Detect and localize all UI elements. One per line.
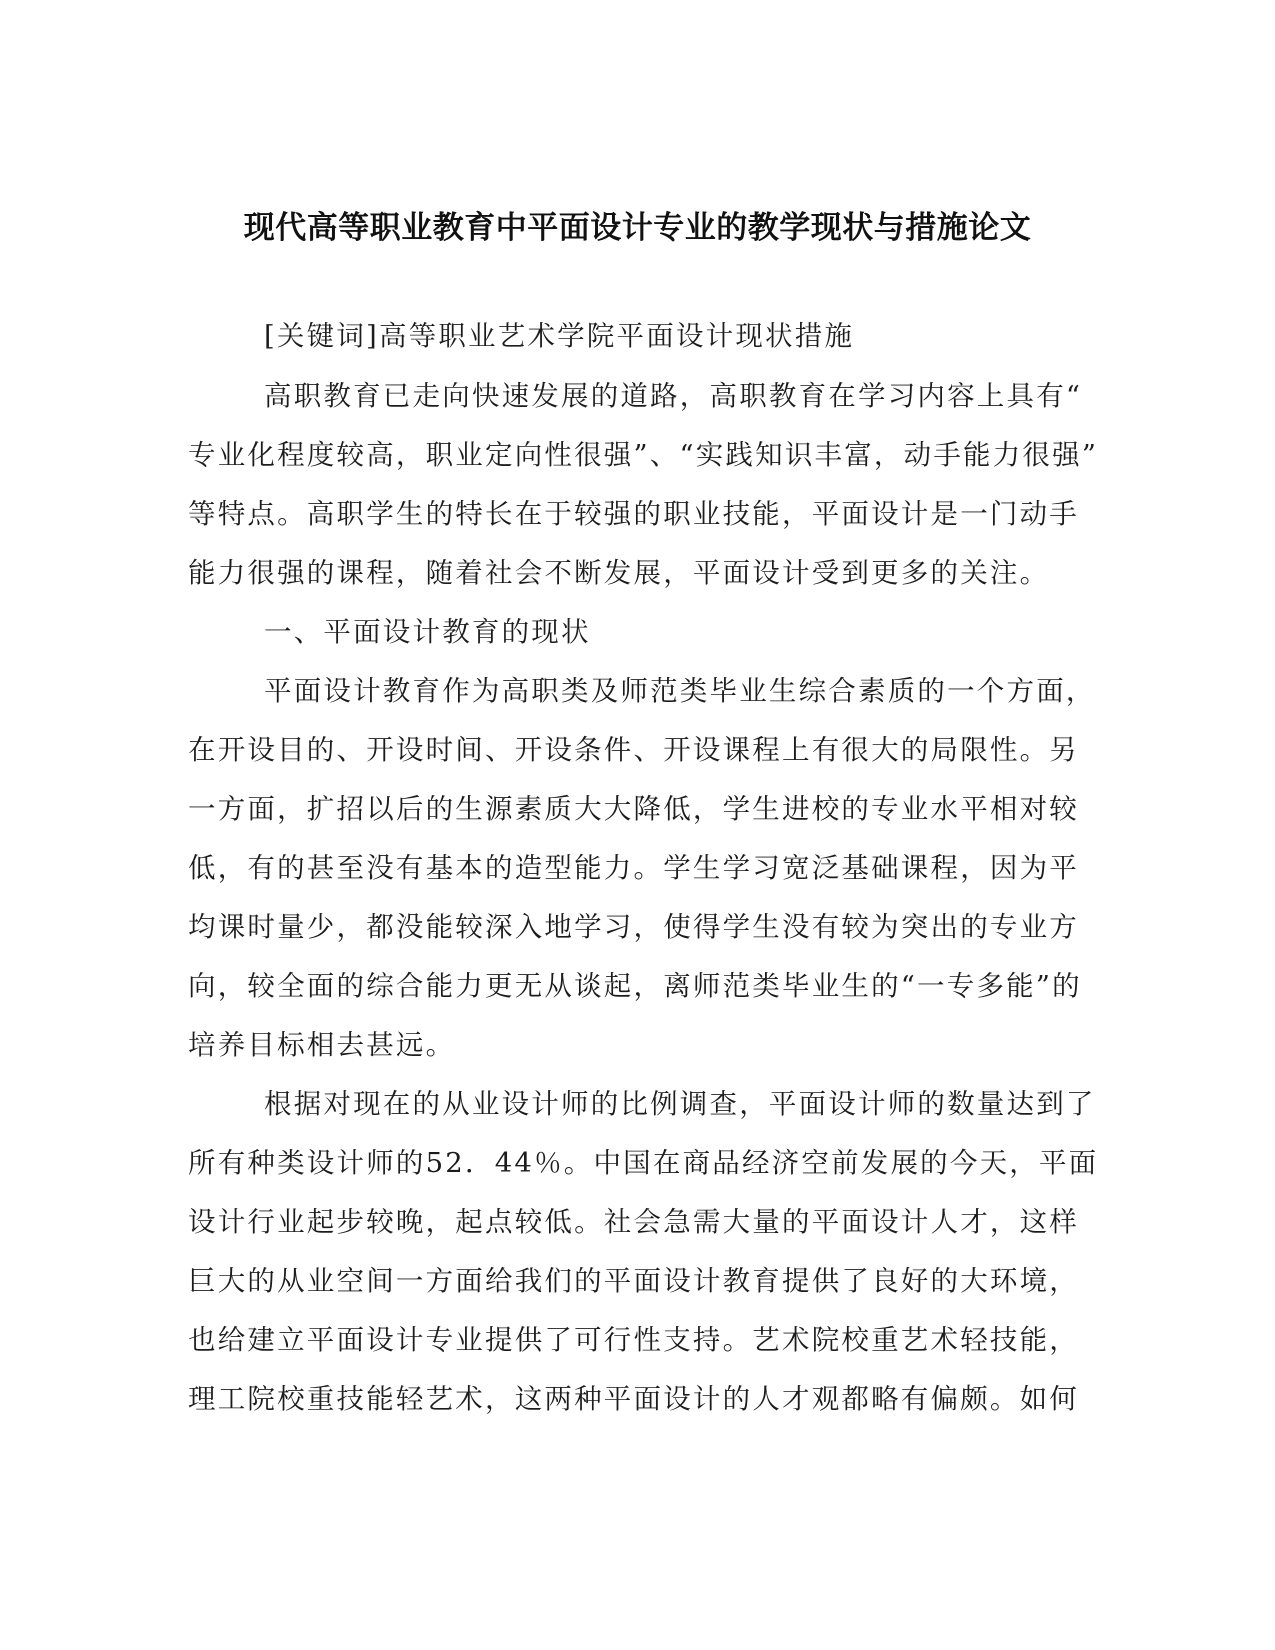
paragraph-line: 培养目标相去甚远。 xyxy=(188,1029,456,1061)
paragraph-line: 理工院校重技能轻艺术，这两种平面设计的人才观都略有偏颇。如何 xyxy=(188,1383,1079,1415)
paragraph-line: 高职教育已走向快速发展的道路，高职教育在学习内容上具有“ xyxy=(264,380,1083,412)
paragraph-line: 在开设目的、开设时间、开设条件、开设课程上有很大的局限性。另 xyxy=(188,734,1079,766)
paragraph-line: 专业化程度较高，职业定向性很强”、“实践知识丰富，动手能力很强” xyxy=(188,439,1099,471)
paragraph-line: 等特点。高职学生的特长在于较强的职业技能，平面设计是一门动手 xyxy=(188,498,1079,530)
paragraph-line: 根据对现在的从业设计师的比例调查，平面设计师的数量达到了 xyxy=(264,1088,1096,1120)
document-title: 现代高等职业教育中平面设计专业的教学现状与措施论文 xyxy=(243,210,1032,246)
paragraph-line: 所有种类设计师的52．44％。中国在商品经济空前发展的今天，平面 xyxy=(188,1147,1099,1179)
keywords-line: [关键词]高等职业艺术学院平面设计现状措施 xyxy=(264,320,855,352)
paragraph-line: 向，较全面的综合能力更无从谈起，离师范类毕业生的“一专多能”的 xyxy=(188,970,1082,1002)
paragraph-line: 平面设计教育作为高职类及师范类毕业生综合素质的一个方面， xyxy=(264,675,1096,707)
paragraph-line: 巨大的从业空间一方面给我们的平面设计教育提供了良好的大环境， xyxy=(188,1265,1079,1297)
paragraph-line: 均课时量少，都没能较深入地学习，使得学生没有较为突出的专业方 xyxy=(188,911,1079,943)
paragraph-line: 一方面，扩招以后的生源素质大大降低，学生进校的专业水平相对较 xyxy=(188,793,1079,825)
section-heading: 一、平面设计教育的现状 xyxy=(264,616,591,648)
paragraph-line: 低，有的甚至没有基本的造型能力。学生学习宽泛基础课程，因为平 xyxy=(188,852,1079,884)
paragraph-line: 也给建立平面设计专业提供了可行性支持。艺术院校重艺术轻技能， xyxy=(188,1324,1079,1356)
paragraph-line: 能力很强的课程，随着社会不断发展，平面设计受到更多的关注。 xyxy=(188,557,1050,589)
paragraph-line: 设计行业起步较晚，起点较低。社会急需大量的平面设计人才，这样 xyxy=(188,1206,1079,1238)
